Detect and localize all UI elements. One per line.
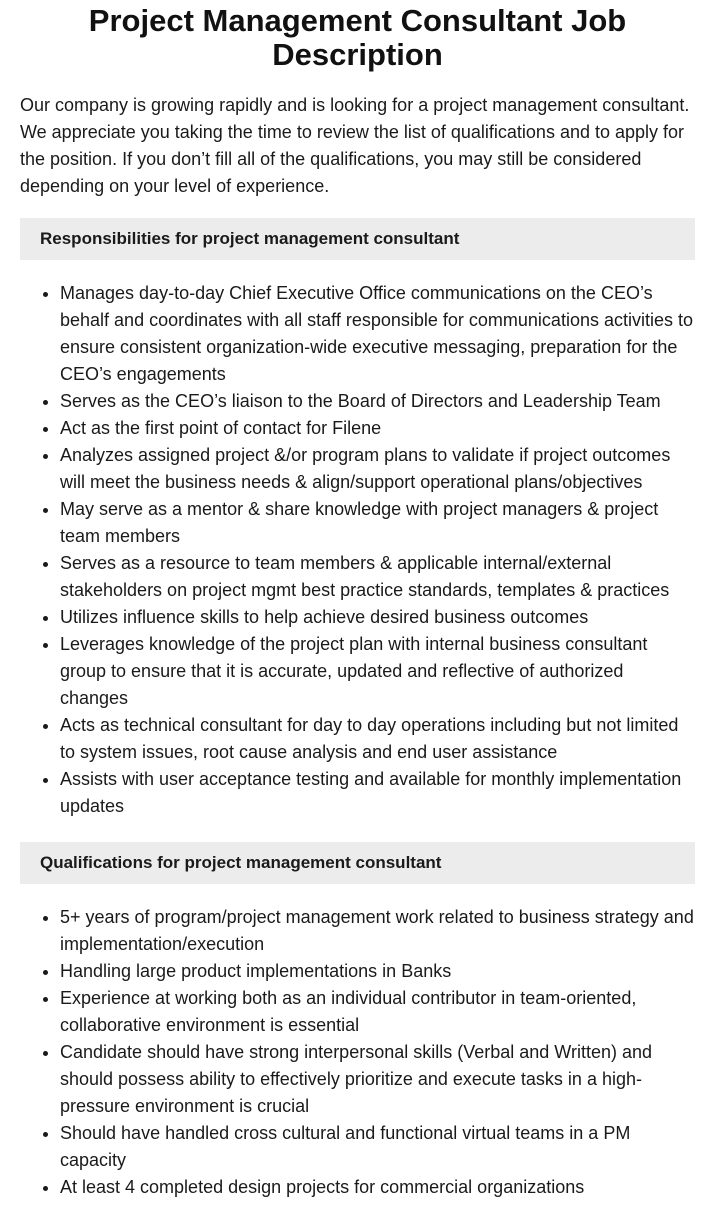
list-item: • Serves as a resource to team members & applicable internal/external stakeholders on project mgmt best practice standards, templates & practices xyxy=(60,550,695,604)
list-item: • Candidate should have strong interpersonal skills (Verbal and Written) and should possess ability to effectively prioritize and execute tasks in a high-pressure environment is crucial xyxy=(60,1039,695,1120)
list-item: • Serves as the CEO’s liaison to the Board of Directors and Leadership Team xyxy=(60,388,695,415)
responsibilities-heading: Responsibilities for project management consultant xyxy=(20,218,695,260)
list-item: • Analyzes assigned project &/or program plans to validate if project outcomes will meet the business needs & align/support operational plans/objectives xyxy=(60,442,695,496)
page-title: Project Management Consultant Job Description xyxy=(88,3,627,72)
list-item: • 5+ years of program/project management work related to business strategy and implementation/execution xyxy=(60,904,695,958)
responsibilities-list xyxy=(20,280,695,820)
list-item: • Leverages knowledge of the project plan with internal business consultant group to ensure that it is accurate, updated and reflective of authorized changes xyxy=(60,631,695,712)
list-item: • Act as the first point of contact for Filene xyxy=(60,415,695,442)
intro-paragraph: Our company is growing rapidly and is looking for a project management consultant. We appreciate you taking the time to review the list of qualifications and to apply for the position. If you don’t fill all of the qualifications, you may still be considered depending on your level of experience. xyxy=(20,95,690,196)
list-item: • Acts as technical consultant for day to day operations including but not limited to system issues, root cause analysis and end user assistance xyxy=(60,712,695,766)
list-item: • Manages day-to-day Chief Executive Office communications on the CEO’s behalf and coordinates with all staff responsible for communications activities to ensure consistent organization-wide executive messaging, preparation for the CEO’s engagements xyxy=(60,280,695,388)
list-item: • At least 4 completed design projects for commercial organizations xyxy=(60,1174,695,1201)
list-item: • May serve as a mentor & share knowledge with project managers & project team members xyxy=(60,496,695,550)
list-item: • Should have handled cross cultural and functional virtual teams in a PM capacity xyxy=(60,1120,695,1174)
qualifications-heading: Qualifications for project management consultant xyxy=(20,842,695,884)
list-item: • Experience at working both as an individual contributor in team-oriented, collaborative environment is essential xyxy=(60,985,695,1039)
list-item: • Handling large product implementations in Banks xyxy=(60,958,695,985)
list-item: • Utilizes influence skills to help achieve desired business outcomes xyxy=(60,604,695,631)
qualifications-list xyxy=(20,904,695,1201)
list-item: • Assists with user acceptance testing and available for monthly implementation updates xyxy=(60,766,695,820)
